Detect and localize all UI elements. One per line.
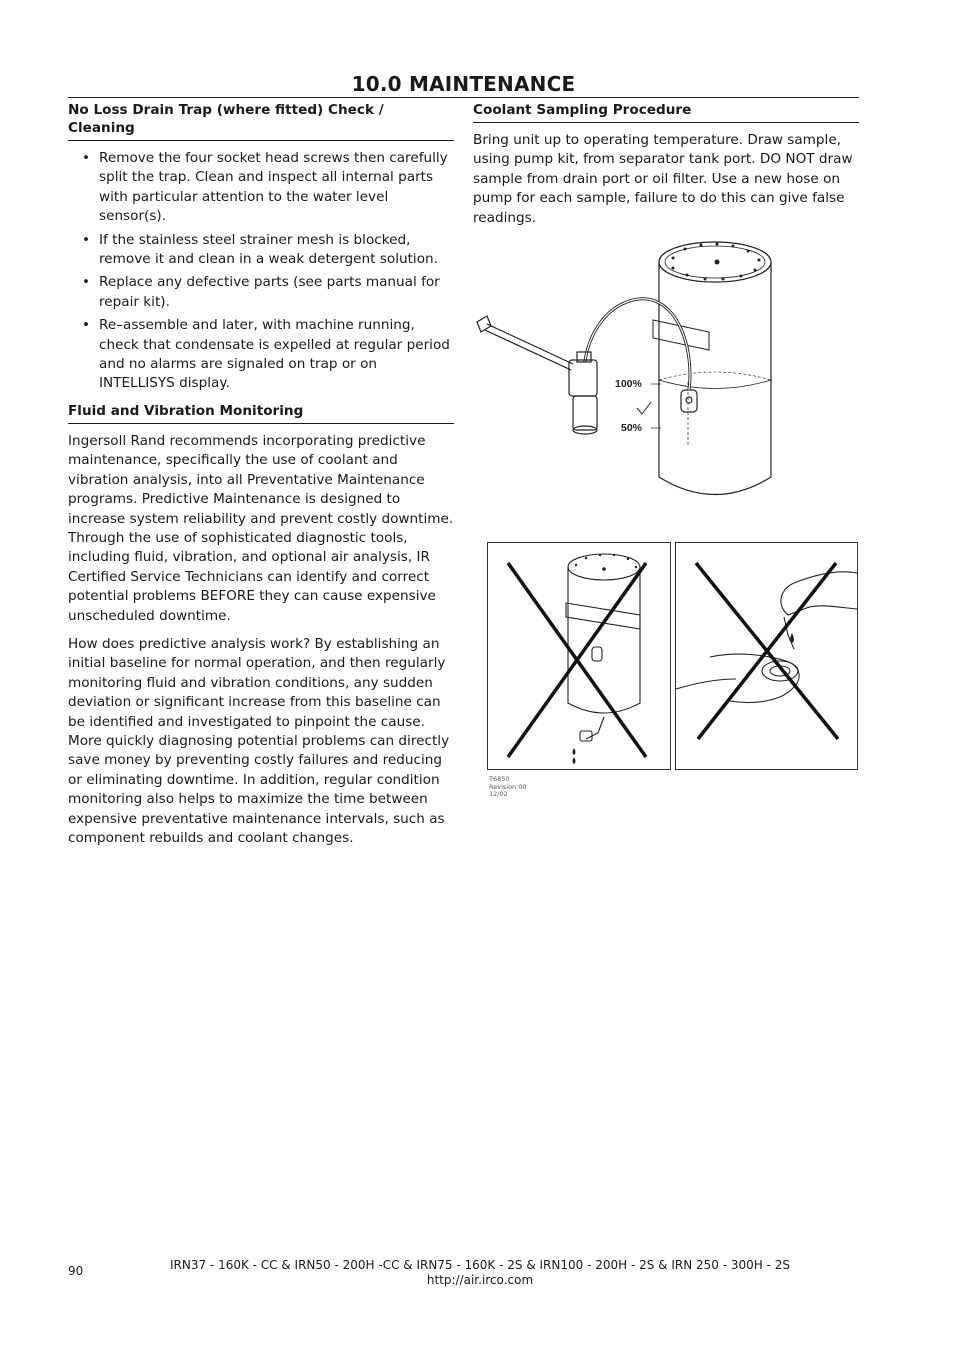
bullet-dot: • [82, 317, 91, 334]
bullet-item [68, 273, 454, 312]
bullet-item [68, 316, 454, 394]
right-column [473, 97, 859, 237]
bullet-dot: • [82, 274, 91, 291]
coolant-sampling-text: Bring unit up to operating temperature. Draw sample, using pump kit, from separator tank port. DO NOT draw sample from drain port or oil filter. Use a new hose on pump for each sample, failure to do this can give false readings. [473, 132, 853, 226]
model-list: IRN37 - 160K - CC & IRN50 - 200H -CC & IRN75 - 160K - 2S & IRN100 - 200H - 2S & IRN 250 - 300H - 2S [169, 1258, 791, 1272]
bullet-text: Remove the four socket head screws then carefully split the trap. Clean and inspect all internal parts with particular attention to the water level sensor(s). [99, 150, 448, 225]
footer-models [120, 1258, 840, 1288]
oil-filter-prohibited-drawing [676, 543, 857, 769]
page-title: 10.0 MAINTENANCE [351, 72, 576, 96]
bullet-text: If the stainless steel strainer mesh is blocked, remove it and clean in a weak detergent solution. [99, 231, 438, 268]
coolant-sampling-heading: Coolant Sampling Procedure [473, 97, 859, 123]
bullet-text: Re–assemble and later, with machine running, check that condensate is expelled at regular period and no alarms are signaled on trap or on INTELLISYS display. [99, 317, 450, 392]
figure-reference [489, 776, 527, 799]
bullet-text: Replace any defective parts (see parts manual for repair kit). [99, 274, 440, 310]
figure-ref-line: T6850 [489, 775, 510, 783]
bullet-dot: • [82, 231, 91, 248]
figure-ref-line: Revision 00 [489, 782, 527, 791]
bullet-dot: • [82, 150, 91, 166]
drain-trap-steps [68, 149, 454, 394]
fluid-paragraph-1: Ingersoll Rand recommends incorporating predictive maintenance, specifically the use of coolant and vibration analysis, into all Preventative Maintenance programs. Predictive Maintenance is designed to increase system reliability and prevent costly downtime. Through the use of sophisticated diagnostic tools, including fluid, vibration, and optional air analysis, IR Certified Service Technicians can identify and correct potential problems BEFORE they can cause expensive unscheduled downtime. [68, 432, 454, 624]
level-half-label: 50% [621, 422, 643, 434]
fluid-paragraph-2: How does predictive analysis work? By establishing an initial baseline for normal operation, and then regularly monitoring fluid and vibration conditions, any sudden deviation or significant increase from this baseline can be identified and investigated to pinpoint the cause. More quickly diagnosing potential problems can directly save money by preventing costly failures and reducing or eliminating downtime. In addition, regular condition monitoring also helps to maximize the time between expensive preventative maintenance intervals, such as component rebuilds and coolant changes. [68, 635, 450, 846]
fluid-monitoring-heading: Fluid and Vibration Monitoring [68, 398, 454, 424]
drain-trap-heading: No Loss Drain Trap (where fitted) Check / Cleaning [68, 97, 454, 141]
page-number: 90 [68, 1264, 84, 1278]
tank-sampling-illustration [473, 232, 783, 502]
bullet-item [68, 231, 454, 270]
tank-drawing [473, 232, 783, 502]
do-not-oil-filter-panel [675, 542, 858, 770]
level-full-label: 100% [615, 378, 642, 390]
figure-ref-line: 12/02 [489, 790, 508, 798]
left-column [68, 97, 454, 857]
drain-port-prohibited-drawing [488, 543, 670, 769]
footer-url[interactable]: http://air.irco.com [426, 1273, 534, 1287]
do-not-drain-port-panel [487, 542, 671, 770]
bullet-item [68, 149, 454, 227]
